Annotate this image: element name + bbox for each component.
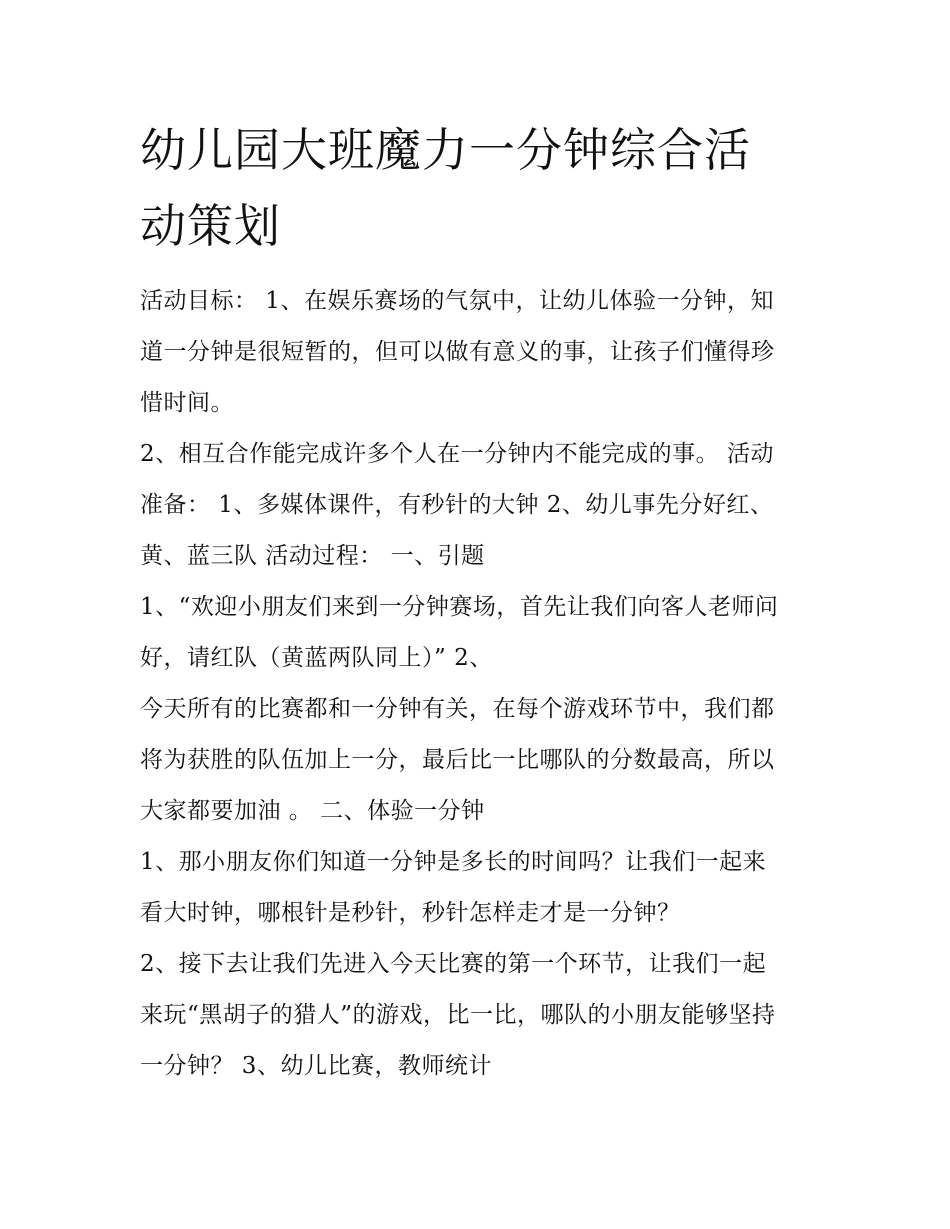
body-line: 黄、蓝三队 活动过程： 一、引题	[140, 543, 485, 569]
body-line: 看大时钟，哪根针是秒针，秒针怎样走才是一分钟？	[140, 900, 681, 926]
body-line: 好，请红队（黄蓝两队同上）” 2、	[140, 645, 493, 671]
body-line: 准备： 1、多媒体课件，有秒针的大钟 2、幼儿事先分好红、	[140, 492, 774, 518]
title-line: 动策划	[140, 199, 281, 253]
body-line: 来玩“黑胡子的猎人”的游戏，比一比，哪队的小朋友能够坚持	[140, 1002, 776, 1028]
body-line: 活动目标： 1、在娱乐赛场的气氛中，让幼儿体验一分钟，知	[140, 288, 774, 314]
body-line: 2、相互合作能完成许多个人在一分钟内不能完成的事。 活动	[140, 441, 774, 467]
body-line: 2、接下去让我们先进入今天比赛的第一个环节，让我们一起	[140, 951, 767, 977]
document-body	[140, 276, 830, 1092]
title-line: 幼儿园大班魔力一分钟综合活	[140, 123, 751, 177]
body-line: 将为获胜的队伍加上一分，最后比一比哪队的分数最高，所以	[140, 747, 775, 773]
body-line: 道一分钟是很短暂的，但可以做有意义的事，让孩子们懂得珍	[140, 339, 775, 365]
body-line: 一分钟？ 3、幼儿比赛，教师统计	[140, 1053, 492, 1079]
body-line: 惜时间。	[140, 390, 234, 416]
body-line: 大家都要加油 。 二、体验一分钟	[140, 798, 485, 824]
body-line: 1、“欢迎小朋友们来到一分钟赛场，首先让我们向客人老师问	[140, 594, 779, 620]
body-line: 今天所有的比赛都和一分钟有关，在每个游戏环节中，我们都	[140, 696, 775, 722]
body-line: 1、那小朋友你们知道一分钟是多长的时间吗？让我们一起来	[140, 849, 767, 875]
document-title	[140, 112, 820, 264]
